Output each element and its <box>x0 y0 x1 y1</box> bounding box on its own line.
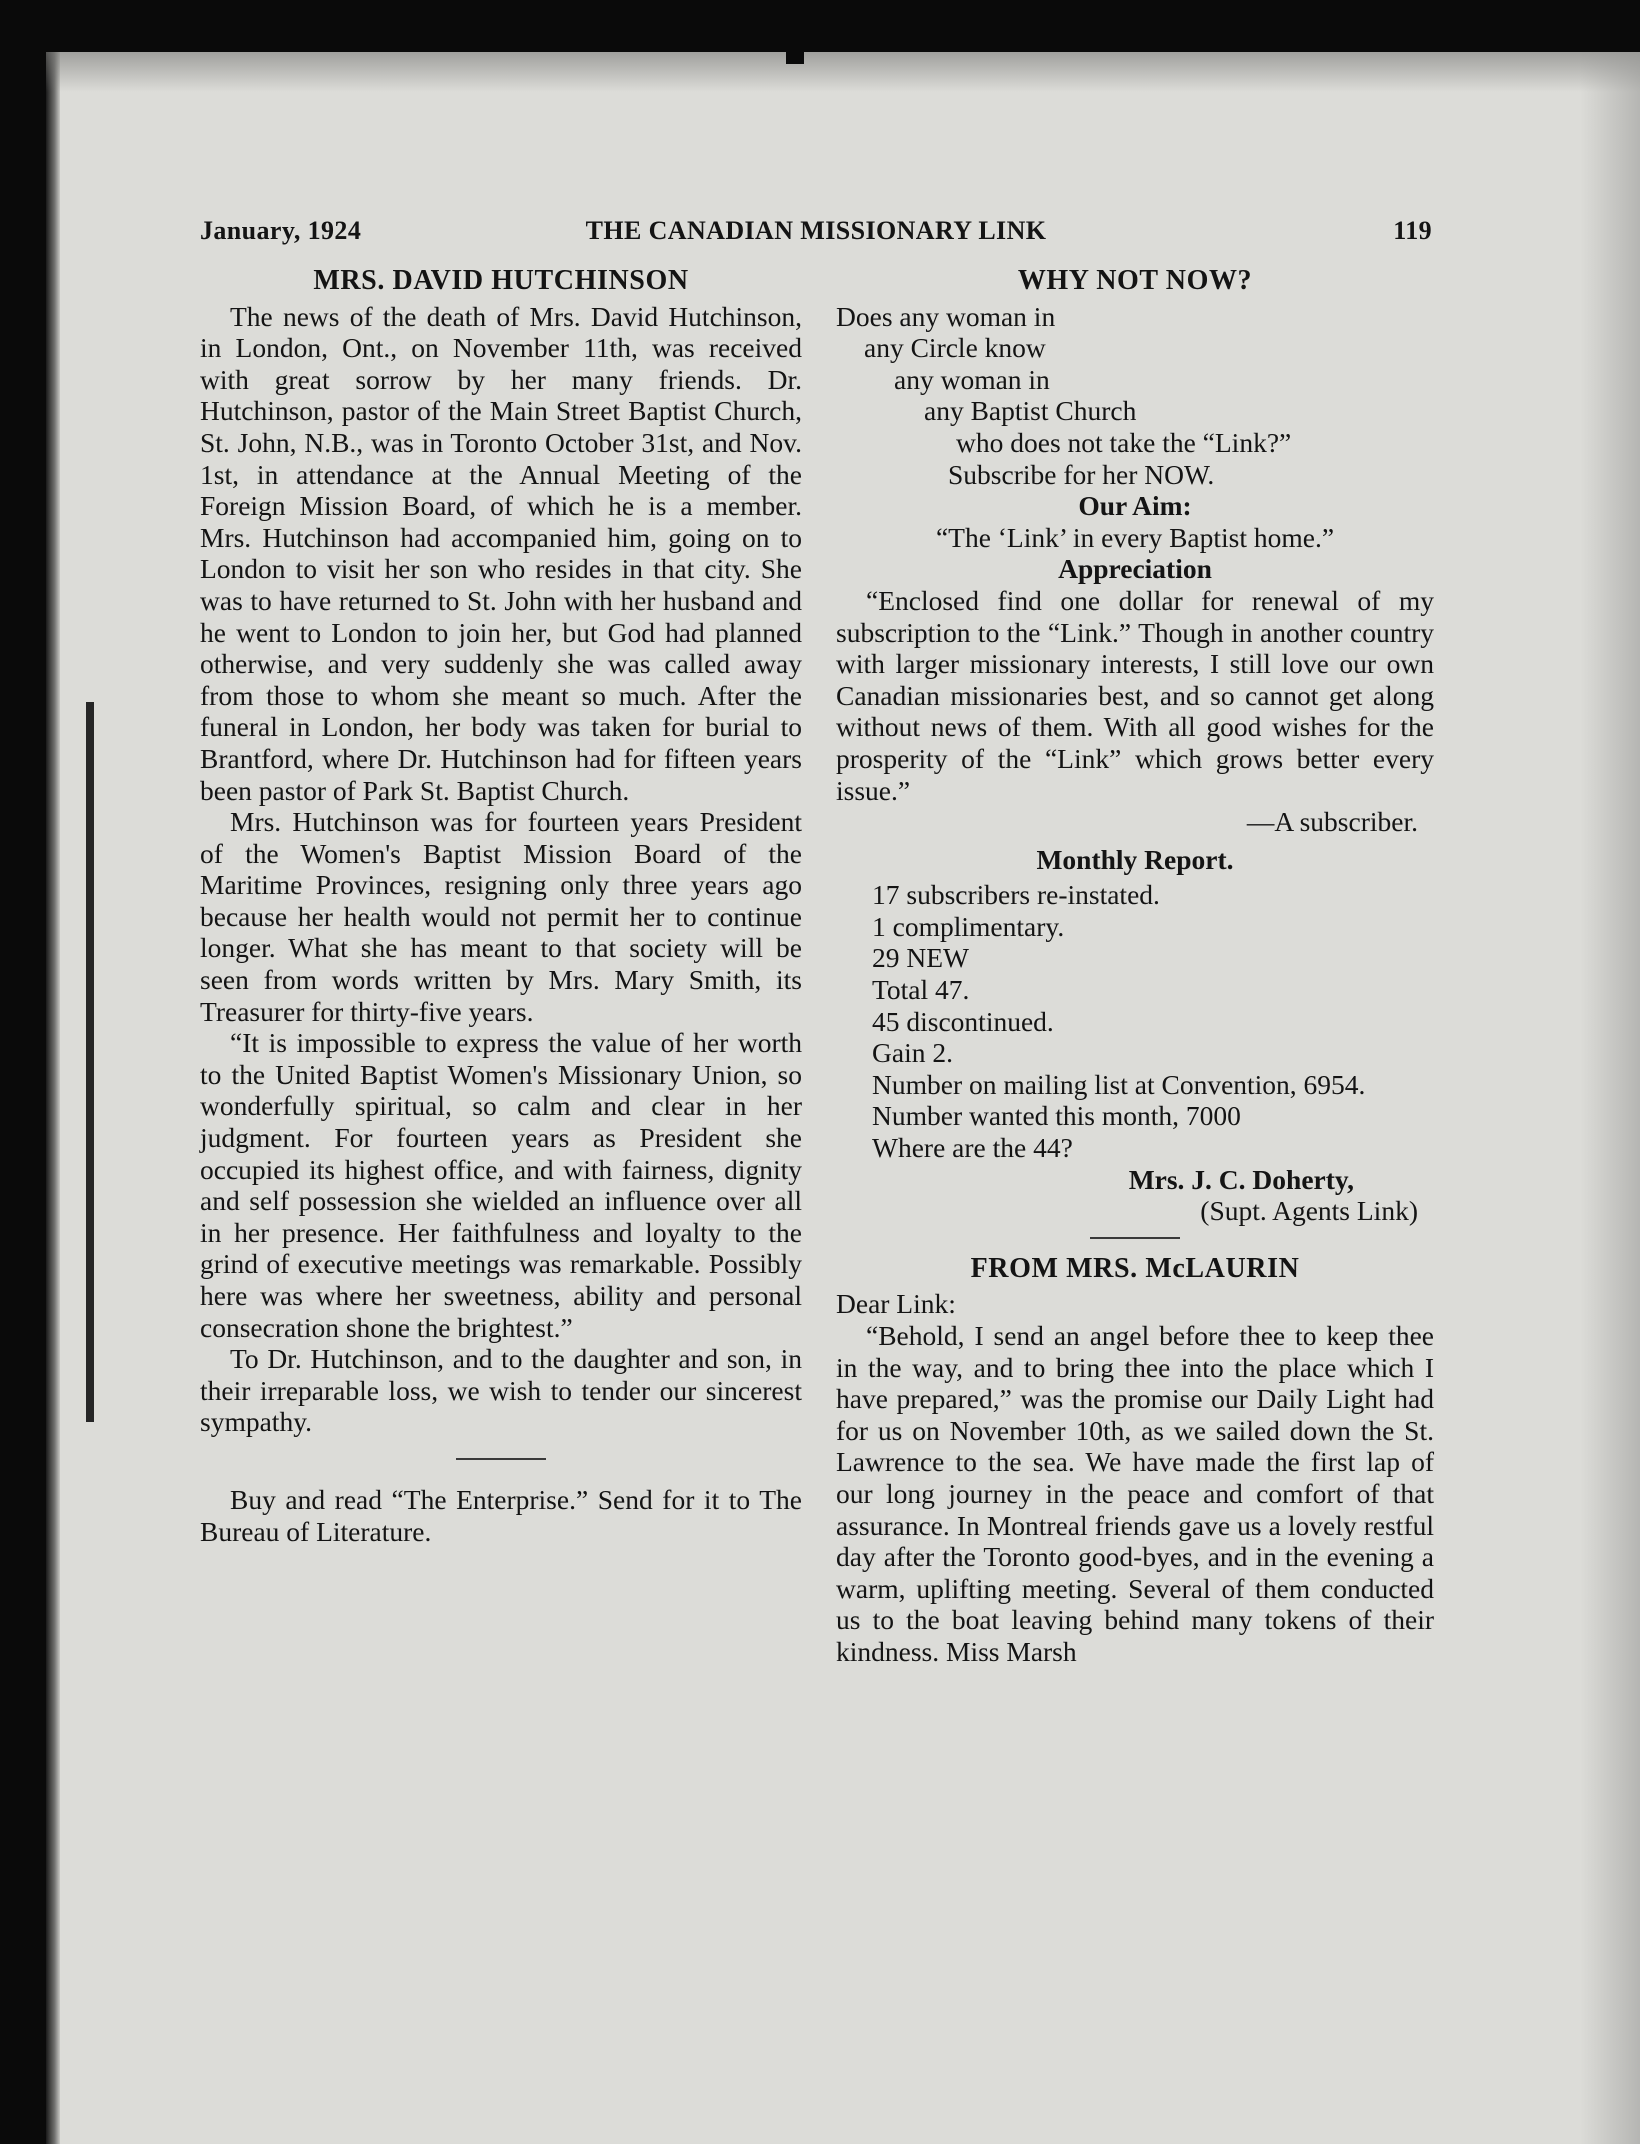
obituary-paragraph: The news of the death of Mrs. David Hutchinson, in London, Ont., on November 11th, was received with great sorrow by her many friends. Dr. Hutchinson, pastor of the Main Street Baptist Church, St. John, N.B., was in Toronto October 31st, and Nov. 1st, in attendance at the Annual Meeting of the Foreign Mission Board, of which he is a member. Mrs. Hutchinson had accompanied him, going on to London to visit her son who resides in that city. She was to have returned to St. John with her husband and he went to London to join her, but God had planned otherwise, and very suddenly she was called away from those to whom she meant so much. After the funeral in London, her body was taken for burial to Brantford, where Dr. Hutchinson had for fifteen years been pastor of Park St. Baptist Church. <box>200 300 802 806</box>
verse-line: Subscribe for her NOW. <box>948 458 1215 490</box>
appreciation-text: “Enclosed find one dollar for renewal of my subscription to the “Link.” Though in another country with larger missionary interests, I still love our own Canadian missionaries best, and so cannot get along without news of them. With all good wishes for the prosperity of the “Link” which grows better every issue.” <box>836 584 1434 806</box>
report-line: 29 NEW <box>872 942 969 974</box>
section-divider <box>1090 1237 1180 1239</box>
scan-mark <box>786 52 804 64</box>
page-top-shadow <box>46 52 1640 92</box>
report-line: Total 47. <box>872 974 970 1006</box>
letter-salutation: Dear Link: <box>836 1288 956 1320</box>
header-date: January, 1924 <box>200 216 362 245</box>
verse-line: any Baptist Church <box>924 395 1137 427</box>
verse-block <box>836 301 1434 491</box>
journal-title: THE CANADIAN MISSIONARY LINK <box>585 216 1047 245</box>
mailing-list-count: Number on mailing list at Convention, 6954. <box>872 1068 1366 1100</box>
aim-text: “The ‘Link’ in every Baptist home.” <box>935 521 1335 553</box>
report-line: 1 complimentary. <box>872 910 1065 942</box>
binding-bar <box>86 702 94 1422</box>
running-header <box>200 216 1432 256</box>
report-heading: Monthly Report. <box>1036 843 1234 875</box>
section-divider <box>456 1458 546 1460</box>
letter-headline: FROM MRS. McLAURIN <box>970 1252 1300 1284</box>
appreciation-signoff: —A subscriber. <box>1246 806 1418 838</box>
wanted-count: Number wanted this month, 7000 <box>872 1100 1241 1132</box>
right-column <box>836 265 1434 1668</box>
aim-heading: Our Aim: <box>1078 490 1192 522</box>
report-line: 45 discontinued. <box>872 1005 1054 1037</box>
left-column <box>200 265 802 1547</box>
obituary-quote: “It is impossible to express the value of her worth to the United Baptist Women's Missionary Union, so wonderfully spiritual, so calm and clear in her judgment. For fourteen years as President she occupied its highest office, and with fairness, dignity and self possession she wielded an influence over all in her presence. Her faithfulness and loyalty to the grind of executive meetings was remarkable. Possibly here was where her sweetness, ability and personal consecration shone the brightest.” <box>200 1027 802 1343</box>
signature-name: Mrs. J. C. Doherty, <box>1128 1163 1354 1195</box>
page-number: 119 <box>1393 216 1432 245</box>
page-right-shadow <box>1580 52 1640 2144</box>
obituary-paragraph: To Dr. Hutchinson, and to the daughter and son, in their irreparable loss, we wish to tender our sincerest sympathy. <box>200 1343 802 1438</box>
verse-line: who does not take the “Link?” <box>956 426 1292 458</box>
obituary-paragraph: Mrs. Hutchinson was for fourteen years President of the Women's Baptist Mission Board of the Maritime Provinces, resigning only three years ago because her health would not permit her to continue longer. What she has meant to that society will be seen from words written by Mrs. Mary Smith, its Treasurer for thirty-five years. <box>200 806 802 1027</box>
where-question: Where are the 44? <box>872 1132 1073 1164</box>
verse-line: Does any woman in <box>836 300 1056 332</box>
obituary-headline: MRS. DAVID HUTCHINSON <box>313 265 689 296</box>
verse-line: any woman in <box>894 363 1050 395</box>
letter-text: “Behold, I send an angel before thee to keep thee in the way, and to bring thee into the place which I have prepared,” was the promise our Daily Light had for us on November 10th, as we sailed down the St. Lawrence to the sea. We have made the first lap of our long journey in the peace and comfort of that assurance. In Montreal friends gave us a lovely restful day after the Toronto good-byes, and in the evening a warm, uplifting meeting. Several of them conducted us to the boat leaving behind many tokens of their kindness. Miss Marsh <box>836 1320 1434 1667</box>
why-not-now-headline: WHY NOT NOW? <box>1017 265 1253 296</box>
signature-role: (Supt. Agents Link) <box>1200 1195 1418 1227</box>
appreciation-heading: Appreciation <box>1058 553 1212 585</box>
verse-line: any Circle know <box>864 332 1046 364</box>
report-line: 17 subscribers re-instated. <box>872 879 1160 911</box>
report-line: Gain 2. <box>872 1037 953 1069</box>
page-binding-shadow <box>46 52 60 2144</box>
enterprise-notice: Buy and read “The Enterprise.” Send for it to The Bureau of Literature. <box>200 1483 802 1547</box>
